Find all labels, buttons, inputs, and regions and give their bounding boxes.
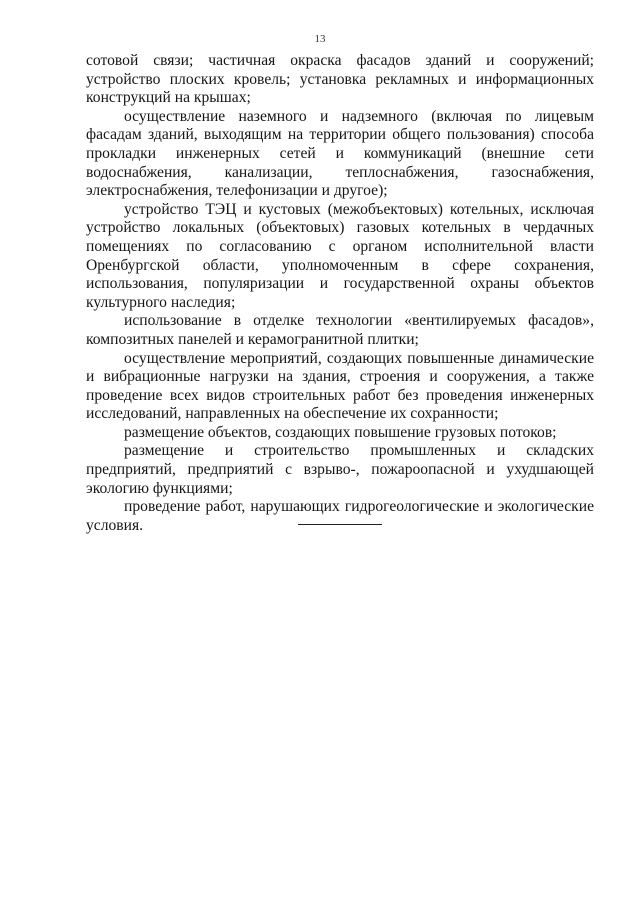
paragraph-boiler-houses: устройство ТЭЦ и кустовых (межобъектовых) котельных, исключая устройство локальных (объектовых) газовых котельных в чердачных помещениях по согласованию с органом исполнительной власти Оренбургской области, уполномоченным в сфере сохранения, использования, популяризации и государственной охраны объектов культурного наследия; (86, 200, 594, 311)
paragraph-utility-networks: осуществление наземного и надземного (включая по лицевым фасадам зданий, выходящим на территории общего пользования) способа прокладки инженерных сетей и коммуникаций (внешние сети водоснабжения, канализации, теплоснабжения, газоснабжения, электроснабжения, телефонизации и другое); (86, 107, 594, 200)
paragraph-continuation: сотовой связи; частичная окраска фасадов зданий и сооружений; устройство плоских кровель; установка рекламных и информационных конструкций на крышах; (86, 52, 594, 107)
page-number: 13 (314, 33, 326, 45)
paragraph-dynamic-loads: осуществление мероприятий, создающих повышенные динамические и вибрационные нагрузки на здания, строения и сооружения, а также проведение всех видов строительных работ без проведения инженерных исследований, направленных на обеспечение их сохранности; (86, 349, 594, 423)
end-divider-line (298, 524, 382, 525)
document-body (86, 52, 594, 535)
paragraph-industrial-enterprises: размещение и строительство промышленных и складских предприятий, предприятий с взрыво-, пожароопасной и ухудшающей экологию функциями; (86, 442, 594, 497)
paragraph-hydrogeological-works: проведение работ, нарушающих гидрогеологические и экологические условия. (86, 498, 594, 534)
paragraph-facade-technology: использование в отделке технологии «вентилируемых фасадов», композитных панелей и керамогранитной плитки; (86, 312, 594, 348)
paragraph-freight-flows: размещение объектов, создающих повышение грузовых потоков; (124, 423, 557, 441)
